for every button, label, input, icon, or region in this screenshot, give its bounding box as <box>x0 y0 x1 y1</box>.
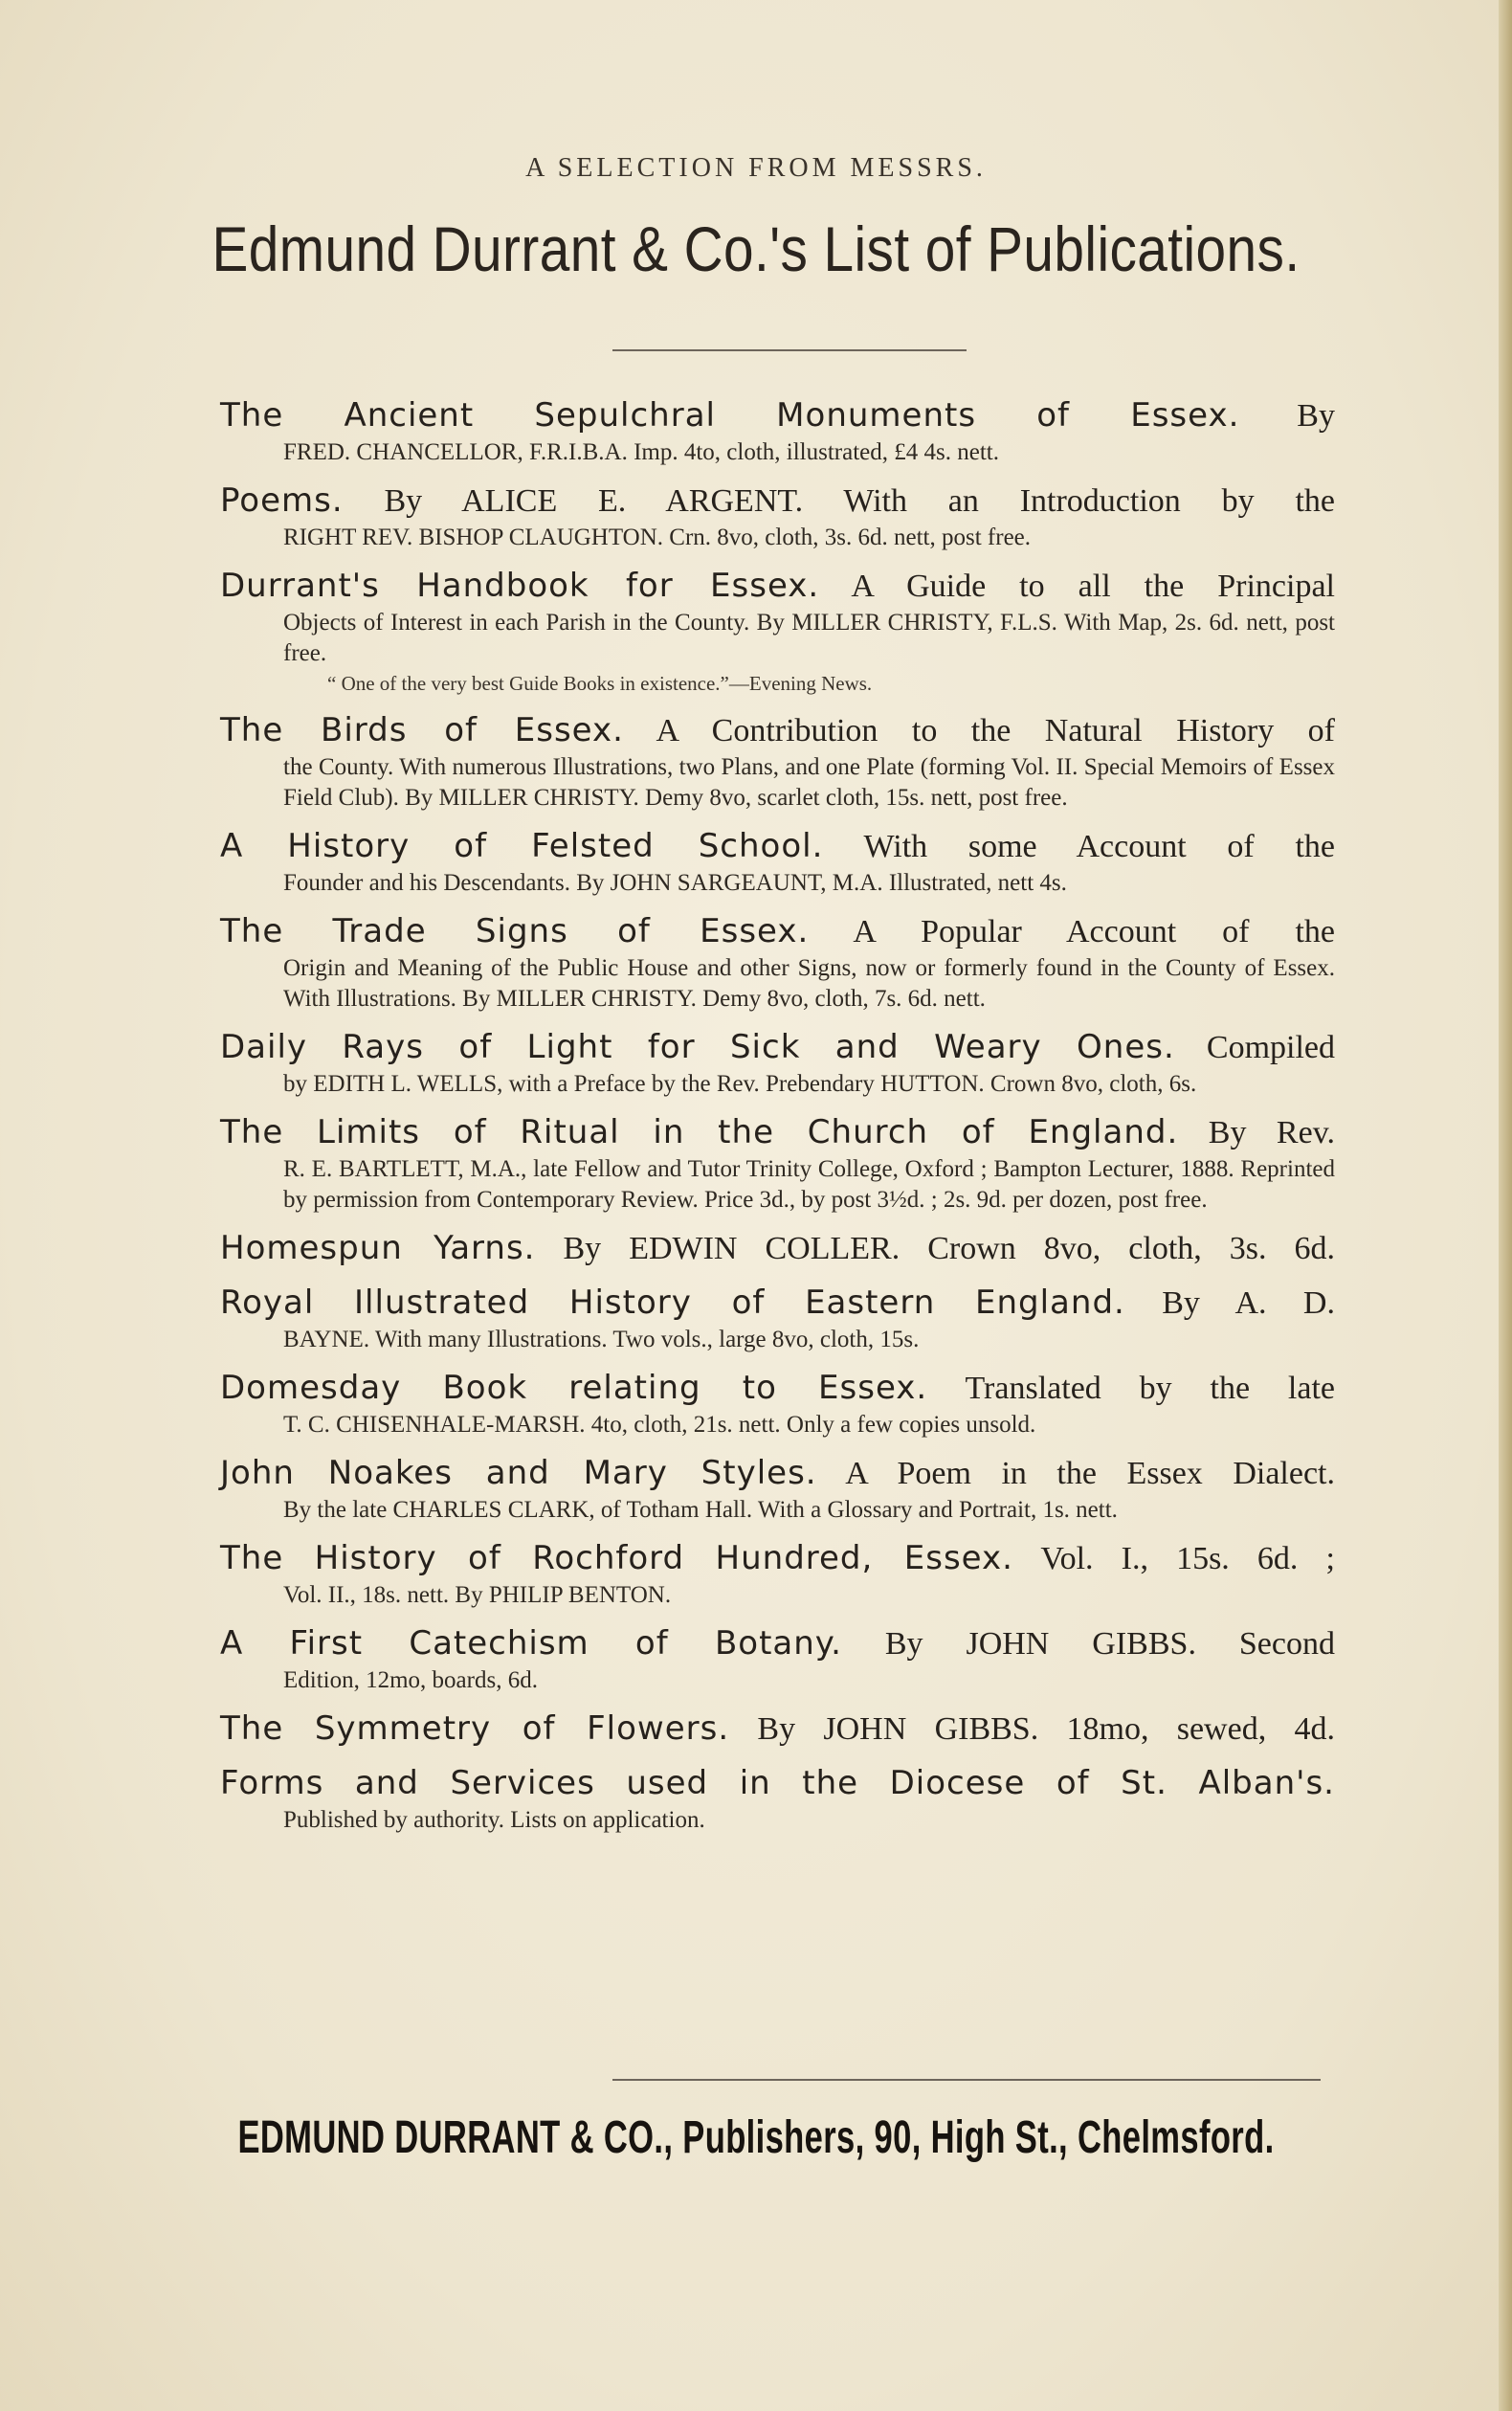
entry-details: T. C. CHISENHALE-MARSH. 4to, cloth, 21s. nett. Only a few copies unsold. <box>283 1412 1036 1438</box>
book-title: Forms and Services used in the Diocese of St. Alban's. <box>220 1764 1335 1802</box>
list-item <box>220 565 1335 698</box>
list-item <box>220 1227 1335 1270</box>
list-item <box>220 1111 1335 1216</box>
entry-headline-rest: Vol. I., 15s. 6d. ; <box>1012 1541 1335 1576</box>
entry-details: by EDITH L. WELLS, with a Preface by the Rev. Prebendary HUTTON. Crown 8vo, cloth, 6s. <box>283 1071 1197 1097</box>
book-title: Homespun Yarns. <box>220 1229 536 1267</box>
list-item <box>220 1537 1335 1611</box>
bottom-divider <box>612 2079 1321 2081</box>
book-title: Poems. <box>220 481 344 520</box>
list-item <box>220 1367 1335 1440</box>
press-quote: “ One of the very best Guide Books in existence.”—Evening News. <box>327 672 873 695</box>
list-item <box>220 1452 1335 1526</box>
entry-headline-rest: A Popular Account of the <box>809 914 1335 949</box>
book-title: Daily Rays of Light for Sick and Weary Ones. <box>220 1028 1175 1066</box>
entry-details: Published by authority. Lists on application. <box>283 1807 705 1833</box>
entry-details: Founder and his Descendants. By JOHN SARGEAUNT, M.A. Illustrated, nett 4s. <box>283 870 1067 896</box>
book-title: A History of Felsted School. <box>220 827 824 865</box>
book-title: A First Catechism of Botany. <box>220 1624 842 1663</box>
book-title: The Symmetry of Flowers. <box>220 1709 730 1748</box>
list-item <box>220 1708 1335 1751</box>
entry-details: BAYNE. With many Illustrations. Two vols., large 8vo, cloth, 15s. <box>283 1327 920 1352</box>
entry-details: FRED. CHANCELLOR, F.R.I.B.A. Imp. 4to, cloth, illustrated, £4 4s. nett. <box>283 439 999 465</box>
entry-headline-rest: A Poem in the Essex Dialect. <box>816 1456 1335 1491</box>
entry-headline-rest: By A. D. <box>1124 1285 1335 1321</box>
entry-details: the County. With numerous Illustrations, two Plans, and one Plate (forming Vol. II. Special Memoirs of Essex Field Club). By MILLER CHRISTY. Demy 8vo, scarlet cloth, 15s. nett, post free. <box>283 754 1335 811</box>
entry-headline-rest: A Contribution to the Natural History of <box>623 713 1335 748</box>
entry-details: Origin and Meaning of the Public House and other Signs, now or formerly found in the County of Essex. With Illustrations. By MILLER CHRISTY. Demy 8vo, cloth, 7s. 6d. nett. <box>283 955 1335 1012</box>
entry-details: RIGHT REV. BISHOP CLAUGHTON. Crn. 8vo, cloth, 3s. 6d. nett, post free. <box>283 525 1032 550</box>
header-kicker: A SELECTION FROM MESSRS. <box>525 153 987 183</box>
publication-list <box>220 394 1335 1847</box>
entry-headline-rest: By JOHN GIBBS. 18mo, sewed, 4d. <box>729 1711 1335 1747</box>
entry-headline-rest: Translated by the late <box>927 1371 1335 1406</box>
list-item <box>220 1282 1335 1355</box>
entry-headline-rest: With some Account of the <box>823 829 1335 864</box>
top-divider <box>612 349 967 351</box>
page-title: Edmund Durrant & Co.'s List of Publications. <box>211 213 1301 284</box>
book-title: Domesday Book relating to Essex. <box>220 1369 928 1407</box>
list-item <box>220 1622 1335 1696</box>
entry-details: Objects of Interest in each Parish in the County. By MILLER CHRISTY, F.L.S. With Map, 2s. 6d. nett, post free. <box>283 610 1335 666</box>
book-title: The Limits of Ritual in the Church of England. <box>220 1113 1179 1151</box>
book-title: John Noakes and Mary Styles. <box>220 1454 817 1492</box>
book-title: The Ancient Sepulchral Monuments of Essex. <box>220 396 1240 435</box>
entry-details: Edition, 12mo, boards, 6d. <box>283 1667 538 1693</box>
entry-headline-rest: A Guide to all the Principal <box>819 569 1335 604</box>
list-item <box>220 480 1335 553</box>
entry-headline-rest: By ALICE E. ARGENT. With an Introduction by the <box>343 483 1335 519</box>
list-item <box>220 825 1335 899</box>
entry-headline-rest: By Rev. <box>1178 1115 1335 1150</box>
book-title: The Trade Signs of Essex. <box>220 912 810 950</box>
list-item <box>220 1026 1335 1100</box>
list-item <box>220 1762 1335 1836</box>
list-item <box>220 709 1335 814</box>
list-item <box>220 910 1335 1015</box>
list-item <box>220 394 1335 468</box>
publisher-imprint: EDMUND DURRANT & CO., Publishers, 90, High St., Chelmsford. <box>237 2112 1275 2163</box>
entry-headline-rest: Compiled <box>1174 1030 1336 1065</box>
entry-headline-rest: By <box>1239 398 1335 434</box>
entry-details: Vol. II., 18s. nett. By PHILIP BENTON. <box>283 1582 672 1608</box>
book-title: The History of Rochford Hundred, Essex. <box>220 1539 1013 1577</box>
book-title: The Birds of Essex. <box>220 711 624 749</box>
page-edge-shadow <box>1499 0 1512 2411</box>
entry-headline-rest: By EDWIN COLLER. Crown 8vo, cloth, 3s. 6d. <box>535 1231 1336 1266</box>
book-title: Durrant's Handbook for Essex. <box>220 567 820 605</box>
entry-details: R. E. BARTLETT, M.A., late Fellow and Tutor Trinity College, Oxford ; Bampton Lecturer, 1888. Reprinted by permission from Contemporary Review. Price 3d., by post 3½d. ; 2s. 9d. per dozen, post free. <box>283 1156 1335 1213</box>
entry-headline-rest: By JOHN GIBBS. Second <box>841 1626 1335 1662</box>
book-title: Royal Illustrated History of Eastern England. <box>220 1284 1125 1322</box>
entry-details: By the late CHARLES CLARK, of Totham Hall. With a Glossary and Portrait, 1s. nett. <box>283 1497 1118 1523</box>
